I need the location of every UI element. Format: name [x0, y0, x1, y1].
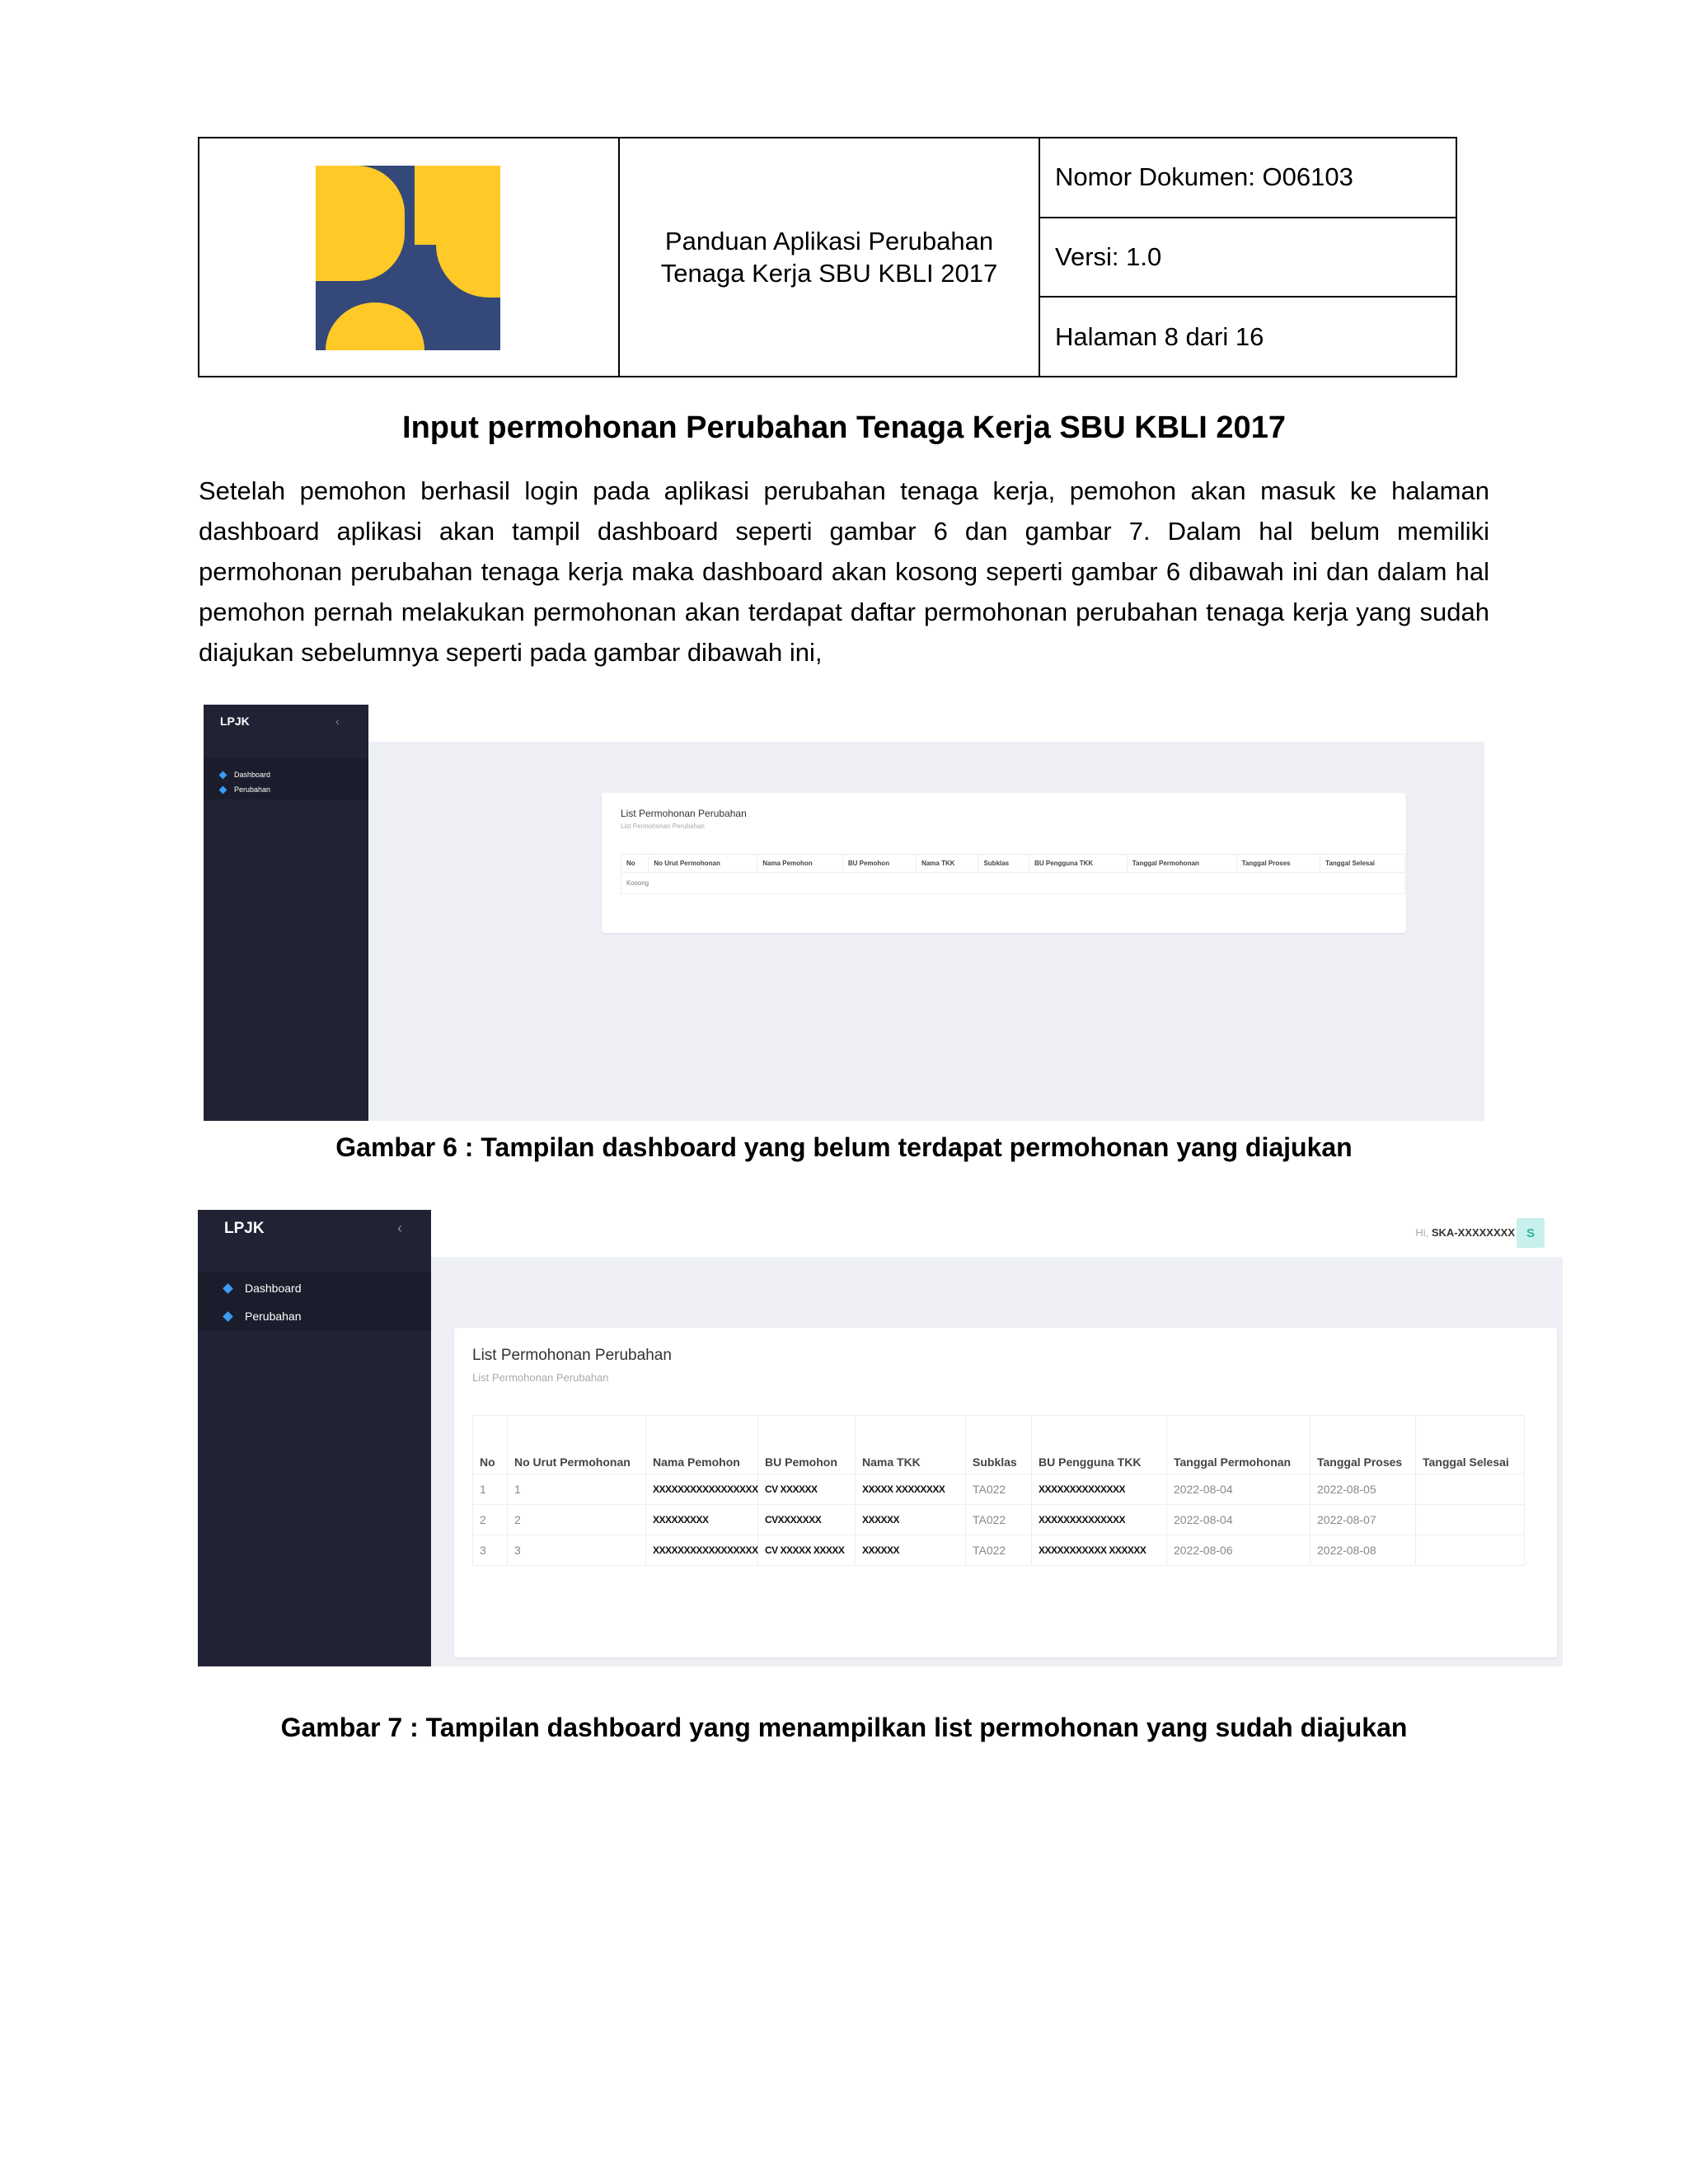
cell-tgl-proses: 2022-08-05	[1311, 1474, 1416, 1505]
cell-subklas: TA022	[966, 1505, 1032, 1535]
doc-version: Versi: 1.0	[1040, 218, 1456, 298]
table-row[interactable]	[473, 1535, 1525, 1566]
column-header: BU Pemohon	[842, 855, 916, 873]
permohonan-list-card	[454, 1328, 1557, 1657]
topbar	[431, 1210, 1563, 1257]
cell-nama-tkk: XXXXX XXXXXXXX	[856, 1474, 966, 1505]
cell-no-urut: 3	[508, 1535, 646, 1566]
sidebar-item-dashboard[interactable]	[220, 771, 270, 779]
dashboard-empty-screenshot	[204, 705, 1484, 1121]
cell-no: 2	[473, 1505, 508, 1535]
column-header: Subklas	[966, 1416, 1032, 1474]
cell-bu-pemohon: CV XXXXX XXXXX	[758, 1535, 856, 1566]
sidebar-menu	[198, 1272, 431, 1331]
cell-tgl-selesai	[1416, 1474, 1525, 1505]
user-label[interactable]	[1415, 1226, 1515, 1239]
permohonan-table	[472, 1415, 1525, 1566]
sidebar-item-label: Dashboard	[245, 1282, 302, 1295]
caption-figure-7: Gambar 7 : Tampilan dashboard yang menampilkan list permohonan yang sudah diajukan	[280, 1713, 1408, 1742]
cell-no: 3	[473, 1535, 508, 1566]
cell-tgl-permohonan: 2022-08-06	[1167, 1535, 1311, 1566]
caption-figure-6: Gambar 6 : Tampilan dashboard yang belum terdapat permohonan yang diajukan	[335, 1132, 1353, 1162]
permohonan-list-card	[602, 793, 1406, 933]
sidebar-item-label: Dashboard	[234, 771, 271, 779]
column-header: Tanggal Permohonan	[1167, 1416, 1311, 1474]
diamond-icon	[223, 1283, 233, 1294]
cell-tgl-selesai	[1416, 1505, 1525, 1535]
brand-logo: LPJK	[220, 715, 250, 728]
section-title: Input permohonan Perubahan Tenaga Kerja SBU KBLI 2017	[402, 410, 1286, 445]
doc-page: Halaman 8 dari 16	[1055, 321, 1264, 351]
cell-bu-pemohon: CV XXXXXX	[758, 1474, 856, 1505]
column-header: Tanggal Selesai	[1320, 855, 1405, 873]
cell-nama-tkk: XXXXXX	[856, 1535, 966, 1566]
cell-bu-pemohon: CVXXXXXXX	[758, 1505, 856, 1535]
column-header: No	[621, 855, 649, 873]
doc-title-line1: Panduan Aplikasi Perubahan	[664, 227, 994, 255]
doc-title-line2: Tenaga Kerja SBU KBLI 2017	[660, 259, 998, 288]
doc-title-cell	[620, 138, 1040, 376]
diamond-icon	[219, 771, 227, 779]
card-title: List Permohonan Perubahan	[621, 808, 747, 819]
cell-bu-pengguna: XXXXXXXXXXXXXX	[1032, 1505, 1167, 1535]
table-header-row	[621, 855, 1405, 873]
chevron-left-icon[interactable]: ‹	[397, 1220, 402, 1236]
user-name: SKA-XXXXXXXX	[1431, 1226, 1515, 1239]
cell-subklas: TA022	[966, 1535, 1032, 1566]
table-row[interactable]	[473, 1505, 1525, 1535]
cell-tgl-permohonan: 2022-08-04	[1167, 1474, 1311, 1505]
cell-nama-pemohon: XXXXXXXXXXXXXXXXX	[646, 1535, 758, 1566]
cell-nama-pemohon: XXXXXXXXX	[646, 1505, 758, 1535]
chevron-left-icon[interactable]: ‹	[335, 715, 340, 728]
sidebar-menu	[204, 758, 368, 799]
pupr-logo	[316, 166, 500, 350]
empty-text: Kosong	[621, 873, 1405, 894]
column-header: Tanggal Selesai	[1416, 1416, 1525, 1474]
column-header: Tanggal Permohonan	[1127, 855, 1236, 873]
avatar[interactable]: S	[1517, 1218, 1545, 1248]
cell-tgl-permohonan: 2022-08-04	[1167, 1505, 1311, 1535]
cell-tgl-proses: 2022-08-07	[1311, 1505, 1416, 1535]
table-row[interactable]	[473, 1474, 1525, 1505]
sidebar	[198, 1210, 431, 1666]
sidebar-item-dashboard[interactable]	[224, 1282, 302, 1295]
brand-logo: LPJK	[224, 1220, 265, 1237]
cell-nama-tkk: XXXXXX	[856, 1505, 966, 1535]
column-header: BU Pengguna TKK	[1032, 1416, 1167, 1474]
sidebar-item-perubahan[interactable]	[220, 785, 270, 794]
cell-bu-pengguna: XXXXXXXXXXXXXX	[1032, 1474, 1167, 1505]
sidebar-item-label: Perubahan	[234, 785, 271, 794]
table-empty-row	[621, 873, 1405, 894]
cell-subklas: TA022	[966, 1474, 1032, 1505]
doc-number: Nomor Dokumen: O06103	[1040, 138, 1456, 218]
column-header: Nama Pemohon	[646, 1416, 758, 1474]
sidebar-item-perubahan[interactable]	[224, 1310, 302, 1323]
card-title: List Permohonan Perubahan	[472, 1347, 672, 1364]
column-header: Tanggal Proses	[1311, 1416, 1416, 1474]
sidebar-item-label: Perubahan	[245, 1310, 302, 1323]
greeting: Hi,	[1415, 1226, 1429, 1239]
body-paragraph: Setelah pemohon berhasil login pada aplikasi perubahan tenaga kerja, pemohon akan masuk ke halaman dashboard aplikasi akan tampil dashboard seperti gambar 6 dan gambar 7. Dalam hal belum memiliki permohonan perubahan tenaga kerja maka dashboard akan kosong seperti gambar 6 dibawah ini dan dalam hal pemohon pernah melakukan permohonan akan terdapat daftar permohonan perubahan tenaga kerja yang sudah diajukan sebelumnya seperti pada gambar dibawah ini,	[199, 476, 1489, 667]
cell-no: 1	[473, 1474, 508, 1505]
permohonan-table	[621, 854, 1405, 894]
card-subtitle: List Permohonan Perubahan	[621, 823, 705, 830]
cell-tgl-proses: 2022-08-08	[1311, 1535, 1416, 1566]
diamond-icon	[219, 785, 227, 794]
cell-no-urut: 2	[508, 1505, 646, 1535]
column-header: Nama TKK	[917, 855, 978, 873]
document-header-table	[198, 137, 1457, 377]
column-header: No Urut Permohonan	[508, 1416, 646, 1474]
topbar	[368, 705, 1484, 742]
column-header: No	[473, 1416, 508, 1474]
dashboard-list-screenshot	[198, 1210, 1563, 1666]
table-header-row	[473, 1416, 1525, 1474]
column-header: Tanggal Proses	[1236, 855, 1320, 873]
logo-cell	[199, 138, 620, 376]
column-header: Nama Pemohon	[757, 855, 843, 873]
column-header: Nama TKK	[856, 1416, 966, 1474]
column-header: Subklas	[978, 855, 1029, 873]
cell-nama-pemohon: XXXXXXXXXXXXXXXXX	[646, 1474, 758, 1505]
cell-no-urut: 1	[508, 1474, 646, 1505]
cell-tgl-selesai	[1416, 1535, 1525, 1566]
column-header: BU Pengguna TKK	[1029, 855, 1128, 873]
cell-bu-pengguna: XXXXXXXXXXX XXXXXX	[1032, 1535, 1167, 1566]
diamond-icon	[223, 1311, 233, 1322]
doc-meta-cell	[1040, 138, 1456, 376]
sidebar	[204, 705, 368, 1121]
card-subtitle: List Permohonan Perubahan	[472, 1371, 609, 1384]
column-header: BU Pemohon	[758, 1416, 856, 1474]
column-header: No Urut Permohonan	[649, 855, 757, 873]
